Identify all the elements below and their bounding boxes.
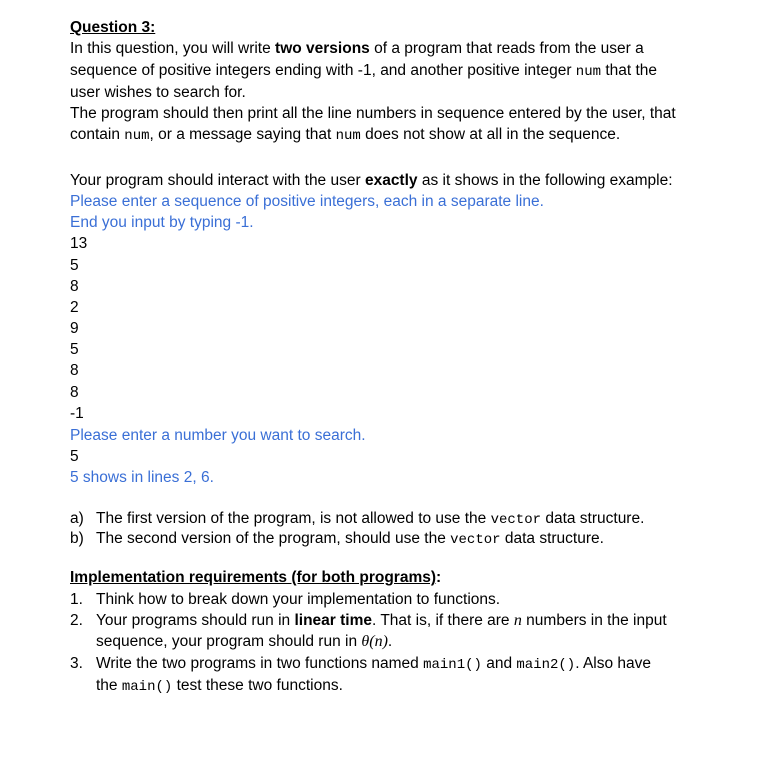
example-input-line: 5 [70, 341, 79, 358]
inline-code: main1() [423, 657, 482, 673]
requirement-1-text: Think how to break down your implementation to functions. [96, 591, 501, 608]
inline-code: num [335, 128, 361, 144]
example-input-line: 5 [70, 257, 79, 274]
requirement-text: test these two functions. [172, 677, 343, 694]
intro-bold: two versions [275, 40, 370, 57]
version-text: data structure. [500, 530, 604, 547]
intro-text: that the [601, 62, 658, 79]
requirement-3-line-1 [96, 654, 651, 675]
requirement-text: . That is, if there are [372, 612, 514, 629]
example-intro [70, 171, 673, 191]
requirement-text: . Also have [575, 655, 652, 672]
requirement-3-marker: 3. [70, 655, 83, 672]
question-title: Question 3: [70, 19, 156, 36]
example-result: 5 shows in lines 2, 6. [70, 469, 214, 486]
requirement-text: Your programs should run in [96, 612, 295, 629]
version-text: The second version of the program, should use the [96, 530, 451, 547]
intro-text: , or a message saying that [149, 126, 336, 143]
inline-code: vector [490, 512, 542, 528]
inline-code: main() [121, 679, 173, 695]
example-input-line: -1 [70, 405, 84, 422]
example-search-input: 5 [70, 448, 79, 465]
intro-line-3: user wishes to search for. [70, 84, 246, 101]
requirement-2-line-1 [96, 611, 667, 631]
intro-line-5 [70, 125, 620, 146]
requirement-text: sequence, your program should run in [96, 633, 362, 650]
requirement-text: the [96, 677, 122, 694]
version-a-text [96, 509, 644, 530]
intro-text: does not show at all in the sequence. [360, 126, 621, 143]
intro-text: In this question, you will write [70, 40, 276, 57]
example-prompt-2: End you input by typing -1. [70, 214, 254, 231]
inline-code: vector [450, 532, 501, 548]
inline-code: num [575, 64, 602, 80]
example-input-line: 8 [70, 384, 79, 401]
intro-line-4: The program should then print all the line numbers in sequence entered by the user, that [70, 105, 676, 122]
intro-line-2 [70, 61, 657, 82]
example-input-line: 9 [70, 320, 79, 337]
math-n: n [513, 612, 522, 629]
requirement-2-marker: 2. [70, 612, 83, 629]
example-input-line: 2 [70, 299, 79, 316]
requirement-text: . [387, 633, 393, 650]
requirement-text: Write the two programs in two functions named [96, 655, 424, 672]
example-intro-text: as it shows in the following example: [417, 172, 673, 189]
example-intro-text: Your program should interact with the user [70, 172, 365, 189]
intro-text: contain [70, 126, 125, 143]
version-b-text [96, 529, 604, 550]
version-a-marker: a) [70, 510, 84, 527]
inline-code: num [124, 128, 150, 144]
intro-line-1 [70, 39, 644, 59]
example-input-line: 8 [70, 278, 79, 295]
example-intro-bold: exactly [364, 172, 418, 189]
intro-text: sequence of positive integers ending with -1, and another positive integer [70, 62, 576, 79]
math-theta: θ(n) [361, 633, 388, 650]
requirement-text: and [481, 655, 517, 672]
example-prompt-3: Please enter a number you want to search. [70, 427, 366, 444]
requirement-1-marker: 1. [70, 591, 83, 608]
requirement-text: numbers in the input [521, 612, 667, 629]
version-text: data structure. [541, 510, 645, 527]
inline-code: main2() [516, 657, 576, 673]
intro-text: of a program that reads from the user a [369, 40, 644, 57]
requirement-2-line-2 [96, 632, 392, 652]
version-b-marker: b) [70, 530, 84, 547]
requirement-3-line-2 [96, 676, 343, 697]
requirements-heading [70, 568, 441, 588]
requirement-bold: linear time [294, 612, 372, 629]
example-prompt-1: Please enter a sequence of positive integers, each in a separate line. [70, 193, 544, 210]
example-input-line: 8 [70, 362, 79, 379]
requirements-heading-colon: : [436, 569, 442, 586]
requirements-heading-text: Implementation requirements (for both programs) [70, 569, 437, 586]
example-input-line: 13 [70, 235, 88, 252]
version-text: The first version of the program, is not allowed to use the [96, 510, 491, 527]
